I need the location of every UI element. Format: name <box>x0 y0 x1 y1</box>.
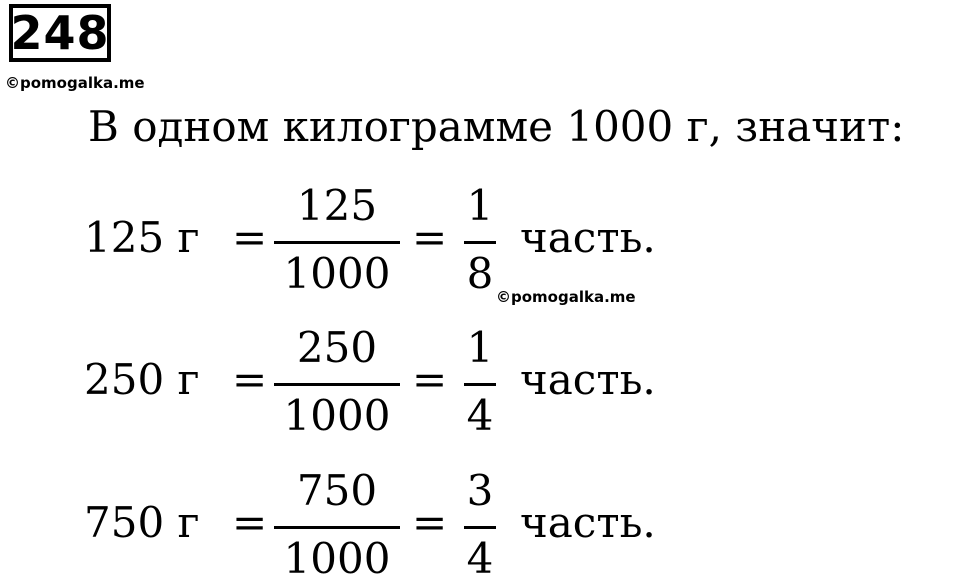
fraction-bar <box>274 383 400 386</box>
equals-sign: = <box>232 213 268 262</box>
equals-sign: = <box>412 213 448 262</box>
part-word: часть. <box>520 355 656 404</box>
equals-sign: = <box>232 498 268 547</box>
fraction-denominator: 1000 <box>283 534 391 583</box>
part-word: часть. <box>520 213 656 262</box>
lhs-mass: 250 г <box>84 355 200 404</box>
simplified-numerator: 3 <box>466 466 494 515</box>
fraction-denominator: 1000 <box>283 249 391 298</box>
fraction-bar <box>464 383 496 386</box>
fraction-bar <box>274 241 400 244</box>
fraction-numerator: 250 <box>296 323 378 372</box>
equals-sign: = <box>412 498 448 547</box>
part-word: часть. <box>520 498 656 547</box>
equation-row <box>84 466 784 583</box>
simplified-denominator: 4 <box>466 391 494 440</box>
lhs-mass: 750 г <box>84 498 200 547</box>
lhs-mass: 125 г <box>84 213 200 262</box>
fraction-numerator: 125 <box>296 181 378 230</box>
task-number: 248 <box>10 6 110 60</box>
watermark-top: ©pomogalka.me <box>5 74 145 92</box>
simplified-numerator: 1 <box>466 323 494 372</box>
simplified-denominator: 4 <box>466 534 494 583</box>
fraction-denominator: 1000 <box>283 391 391 440</box>
fraction-bar <box>464 241 496 244</box>
equation-row <box>84 323 784 440</box>
equals-sign: = <box>232 355 268 404</box>
task-number-box <box>9 4 111 62</box>
watermark-middle: ©pomogalka.me <box>496 288 636 306</box>
equals-sign: = <box>412 355 448 404</box>
simplified-numerator: 1 <box>466 181 494 230</box>
simplified-denominator: 8 <box>466 249 494 298</box>
fraction-bar <box>274 526 400 529</box>
intro-text: В одном килограмме 1000 г, значит: <box>88 102 905 151</box>
fraction-numerator: 750 <box>296 466 378 515</box>
fraction-bar <box>464 526 496 529</box>
